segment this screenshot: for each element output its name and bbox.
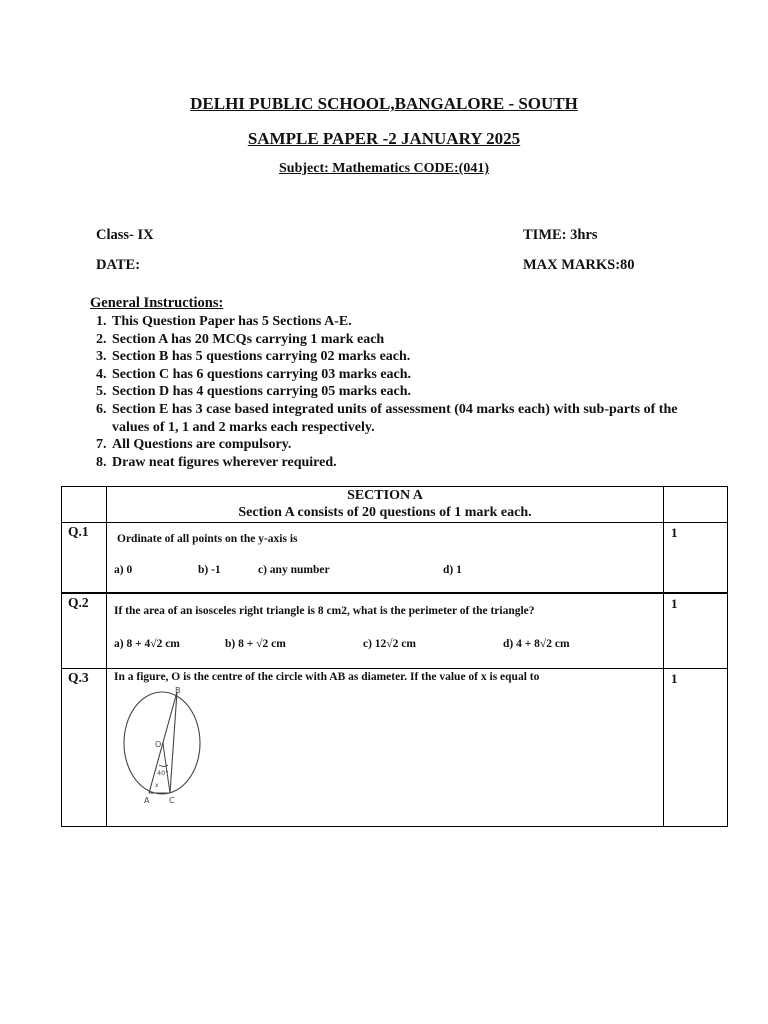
circle [124, 692, 200, 794]
instructions-list [96, 313, 696, 471]
instruction-item: 8. Draw neat figures wherever required. [96, 454, 337, 470]
question-cell [106, 668, 664, 827]
marks-value: 1 [671, 671, 678, 686]
instruction-item: 5. Section D has 4 questions carrying 05 marks each. [96, 384, 412, 400]
table-row [61, 593, 107, 669]
option-c: c) 12√2 cm [363, 638, 416, 650]
date-label: DATE: [96, 257, 141, 273]
instruction-item: 2. Section A has 20 MCQs carrying 1 mark each [96, 331, 385, 347]
paper-title: SAMPLE PAPER -2 JANUARY 2025 [247, 129, 521, 148]
table-row [61, 668, 107, 827]
marks-cell [663, 522, 728, 593]
option-b: b) 8 + √2 cm [225, 638, 286, 650]
table-cell [61, 486, 107, 523]
chord-bc [170, 692, 177, 793]
instruction-item: 3. Section B has 5 questions carrying 02 marks each. [96, 349, 411, 365]
table-row [61, 522, 107, 593]
label-c: C [169, 796, 175, 805]
marks-value: 1 [671, 525, 678, 540]
class-label: Class- IX [96, 227, 154, 243]
instruction-item: 1. This Question Paper has 5 Sections A-E. [96, 314, 352, 329]
question-text: If the area of an isosceles right triangle is 8 cm2, what is the perimeter of the triangle? [114, 605, 535, 617]
option-d: d) 1 [443, 564, 462, 576]
instruction-item: 4. Section C has 6 questions carrying 03 marks each. [96, 366, 412, 382]
marks-cell [663, 593, 728, 669]
angle-arc [159, 765, 168, 767]
label-angle: 40° [157, 769, 169, 777]
instructions-heading: General Instructions: [90, 295, 224, 311]
option-a: a) 8 + 4√2 cm [114, 638, 180, 650]
label-b: B [175, 687, 181, 695]
question-text: Ordinate of all points on the y-axis is [117, 533, 298, 545]
question-number: Q.1 [68, 524, 89, 539]
label-x: x [155, 782, 159, 789]
subject-line: Subject: Mathematics CODE:(041) [279, 161, 489, 176]
question-number: Q.2 [68, 595, 89, 610]
label-o: O [155, 740, 162, 749]
label-a: A [144, 796, 150, 805]
instruction-item: 7. All Questions are compulsory. [96, 437, 292, 453]
section-title: SECTION A [347, 488, 423, 503]
marks-cell [663, 668, 728, 827]
option-b: b) -1 [198, 564, 221, 576]
option-a: a) 0 [114, 564, 133, 576]
circle-figure [119, 687, 209, 805]
question-cell [106, 593, 664, 669]
section-subtitle: Section A consists of 20 questions of 1 mark each. [238, 505, 532, 520]
question-text: In a figure, O is the centre of the circle with AB as diameter. If the value of x is equal to [114, 671, 540, 683]
centre-point [162, 743, 164, 745]
marks-value: 1 [671, 596, 678, 611]
diameter-ab [149, 692, 177, 793]
table-cell [663, 486, 728, 523]
question-number: Q.3 [68, 670, 89, 685]
time-label: TIME: 3hrs [523, 227, 598, 243]
school-name: DELHI PUBLIC SCHOOL,BANGALORE - SOUTH [190, 94, 578, 113]
section-header-cell [106, 486, 664, 523]
max-marks-label: MAX MARKS:80 [523, 257, 635, 273]
instruction-item: 6. Section E has 3 case based integrated units of assessment (04 marks each) with sub-parts of the values of 1, 1 and 2 marks each respectively. [96, 401, 678, 435]
option-d: d) 4 + 8√2 cm [503, 638, 570, 650]
option-c: c) any number [258, 564, 330, 576]
question-cell [106, 522, 664, 593]
